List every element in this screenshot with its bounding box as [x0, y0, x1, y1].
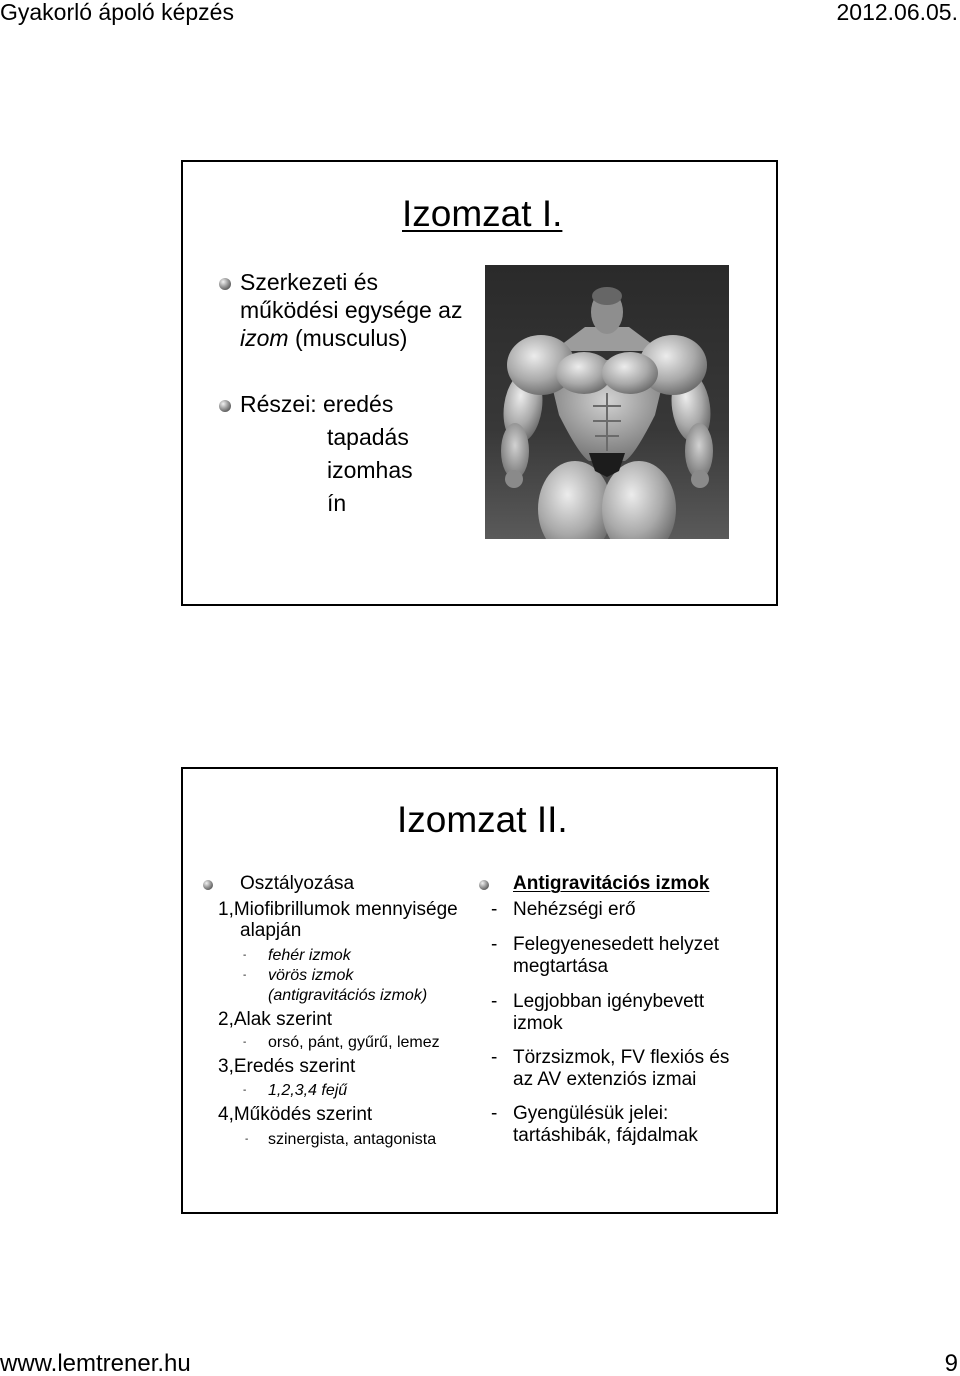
- term-note: (musculus): [294, 325, 408, 351]
- parts-list: [323, 388, 413, 520]
- page-number: 9: [944, 1350, 958, 1376]
- item-marker: -: [491, 1103, 498, 1124]
- sphere-bullet-icon: [219, 400, 231, 412]
- list-item: tapadás: [327, 424, 409, 450]
- sub-marker: -: [243, 1085, 247, 1096]
- course-title: Gyakorló ápoló képzés: [0, 0, 234, 25]
- left-hand: [505, 470, 523, 488]
- slide-izomzat-2: [181, 767, 778, 1214]
- sub-item: szinergista, antagonista: [268, 1131, 437, 1148]
- sub-item: vörös izmok: [268, 967, 354, 984]
- sub-item-continued: (antigravitációs izmok): [268, 987, 428, 1004]
- group-title-continued: alapján: [240, 920, 302, 941]
- sub-item: fehér izmok: [268, 947, 351, 964]
- list-item-line: izmok: [513, 1013, 563, 1034]
- list-item-line: az AV extenziós izmai: [513, 1069, 697, 1090]
- group-title: 3,Eredés szerint: [218, 1056, 356, 1077]
- figure-head: [591, 287, 623, 334]
- classification-heading: Osztályozása: [240, 873, 355, 894]
- sub-marker: -: [245, 1134, 249, 1145]
- list-item-line: Törzsizmok, FV flexiós és: [513, 1047, 730, 1068]
- item-marker: -: [491, 1047, 498, 1068]
- list-item: [513, 1103, 698, 1147]
- structure-bullet: [240, 268, 462, 352]
- sub-marker: -: [243, 970, 247, 981]
- list-item: [513, 899, 636, 921]
- sub-marker: -: [243, 950, 247, 961]
- header-date: 2012.06.05.: [836, 0, 958, 25]
- list-item: eredés: [323, 391, 394, 417]
- bullet-text-line: [240, 324, 462, 352]
- group-title: 2,Alak szerint: [218, 1009, 333, 1030]
- right-hand: [691, 470, 709, 488]
- sub-marker: -: [243, 1037, 247, 1048]
- item-marker: -: [491, 899, 498, 920]
- sphere-bullet-icon: [479, 880, 489, 890]
- sphere-bullet-icon: [219, 278, 231, 290]
- antigravity-heading: Antigravitációs izmok: [513, 873, 710, 894]
- group-title: 4,Működés szerint: [218, 1104, 373, 1125]
- sub-item: 1,2,3,4 fejű: [268, 1082, 348, 1099]
- item-marker: -: [491, 991, 498, 1012]
- bullet-text-line: Szerkezeti és: [240, 269, 379, 295]
- sphere-bullet-icon: [203, 880, 213, 890]
- list-item-line: Legjobban igénybevett: [513, 991, 705, 1012]
- bullet-text-line: működési egysége az: [240, 297, 463, 323]
- list-item-line: tartáshibák, fájdalmak: [513, 1125, 698, 1146]
- parts-label: Részei:: [240, 391, 317, 417]
- footer-url: www.lemtrener.hu: [0, 1350, 191, 1376]
- list-item-line: megtartása: [513, 956, 609, 977]
- list-item-line: Gyengülésük jelei:: [513, 1103, 669, 1124]
- group-title: 1,Miofibrillumok mennyisége: [218, 899, 458, 920]
- list-item: [513, 1047, 729, 1091]
- list-item-line: Nehézségi erő: [513, 899, 636, 920]
- right-pectoral: [602, 352, 658, 394]
- list-item: ín: [327, 490, 347, 516]
- slide-title: Izomzat II.: [397, 799, 568, 840]
- item-marker: -: [491, 934, 498, 955]
- hair: [592, 287, 622, 305]
- bodybuilder-photo: [485, 265, 729, 539]
- list-item-line: Felegyenesedett helyzet: [513, 934, 719, 955]
- list-item: [513, 934, 719, 978]
- slide-title: Izomzat I.: [402, 193, 563, 234]
- term-izom: izom: [240, 325, 289, 351]
- slide-izomzat-1: [181, 160, 778, 606]
- sub-item: orsó, pánt, gyűrű, lemez: [268, 1034, 440, 1051]
- list-item: izomhas: [327, 457, 413, 483]
- list-item: [513, 991, 704, 1035]
